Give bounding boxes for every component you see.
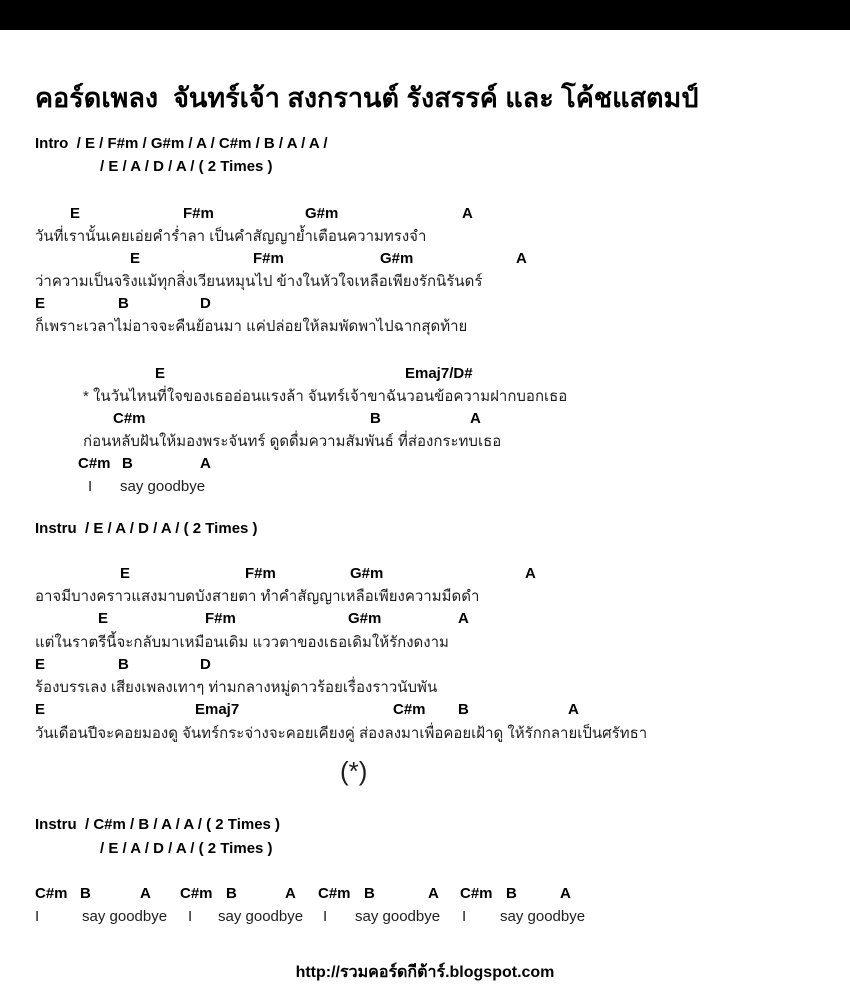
chord: E	[155, 365, 166, 382]
chord: B	[364, 885, 375, 902]
chord: D	[200, 656, 211, 673]
chord: A	[516, 250, 527, 267]
chord: E	[35, 701, 46, 718]
lyric-segment: I	[188, 908, 193, 925]
lyric-segment: I	[35, 908, 40, 925]
footer-url[interactable]: http://รวมคอร์ดกีต้าร์.blogspot.com	[295, 964, 555, 981]
chord: C#m	[35, 885, 68, 902]
lyric-line: ว่าความเป็นจริงแม้ทุกสิ่งเวียนหมุนไป ข้างในหัวใจเหลือเพียงรักนิรันดร์	[35, 273, 483, 290]
instru-label-line: Instru / E / A / D / A / ( 2 Times )	[35, 520, 258, 537]
chord: B	[122, 455, 133, 472]
lyric-line: * ในวันไหนที่ใจของเธออ่อนแรงล้า จันทร์เจ้าขาฉันวอนข้อความฝากบอกเธอ	[83, 388, 568, 405]
repeat-chorus-marker: (*)	[340, 756, 368, 786]
chord: G#m	[305, 205, 339, 222]
chord: E	[35, 656, 46, 673]
chord: D	[200, 295, 211, 312]
chord: A	[285, 885, 296, 902]
chord: B	[458, 701, 469, 718]
chord: A	[525, 565, 536, 582]
chord: F#m	[205, 610, 236, 627]
chord: C#m	[78, 455, 111, 472]
chord: E	[70, 205, 81, 222]
lyric-segment: say goodbye	[120, 478, 206, 495]
lyric-segment: I	[462, 908, 467, 925]
chord: A	[560, 885, 571, 902]
chord: A	[428, 885, 439, 902]
intro-label-line: Intro / E / F#m / G#m / A / C#m / B / A / A /	[35, 135, 328, 152]
lyric-segment: say goodbye	[218, 908, 304, 925]
chord: F#m	[253, 250, 284, 267]
chord: A	[470, 410, 481, 427]
chord: C#m	[318, 885, 351, 902]
chord: G#m	[348, 610, 382, 627]
chord: B	[506, 885, 517, 902]
chord: B	[118, 295, 129, 312]
lyric-line: ก่อนหลับฝันให้มองพระจันทร์ ดูดดื่มความสัมพันธ์ ที่ส่องกระทบเธอ	[83, 433, 502, 450]
chord: F#m	[183, 205, 214, 222]
lyric-line: อาจมีบางคราวแสงมาบดบังสายตา ทำคำสัญญาเหลือเพียงความมืดดำ	[35, 588, 480, 605]
chord: B	[118, 656, 129, 673]
chord: E	[35, 295, 46, 312]
chord: F#m	[245, 565, 276, 582]
lyric-segment: I	[88, 478, 93, 495]
chord: E	[130, 250, 141, 267]
chord: A	[462, 205, 473, 222]
page-title: คอร์ดเพลง จันทร์เจ้า สงกรานต์ รังสรรค์ และ โค้ชแสตมป์	[35, 83, 699, 113]
instru2-label-line: Instru / C#m / B / A / A / ( 2 Times )	[35, 816, 281, 833]
chord: G#m	[350, 565, 384, 582]
chord: G#m	[380, 250, 414, 267]
lyric-segment: say goodbye	[500, 908, 586, 925]
chord: C#m	[113, 410, 146, 427]
chord: E	[98, 610, 109, 627]
chord: B	[370, 410, 381, 427]
chord: Emaj7/D#	[405, 365, 473, 382]
lyric-line: ก็เพราะเวลาไม่อาจจะคืนย้อนมา แค่ปล่อยให้ลมพัดพาไปฉากสุดท้าย	[35, 318, 468, 335]
lyric-line: ร้องบรรเลง เสียงเพลงเทาๆ ท่ามกลางหมู่ดาวร้อยเรื่องราวนับพัน	[35, 679, 438, 696]
chord: A	[568, 701, 579, 718]
chord: B	[80, 885, 91, 902]
chord: A	[200, 455, 211, 472]
lyric-line: วันที่เรานั้นเคยเอ่ยคำร่ำลา เป็นคำสัญญาย้ำเตือนความทรงจำ	[35, 228, 427, 245]
chord: B	[226, 885, 237, 902]
top-black-bar	[0, 0, 850, 30]
lyric-line: แต่ในราตรีนี้จะกลับมาเหมือนเดิม แววตาของเธอเดิมให้รักงดงาม	[35, 634, 449, 651]
lyric-segment: I	[323, 908, 328, 925]
chord: C#m	[180, 885, 213, 902]
chord: A	[458, 610, 469, 627]
instru2-label-line2: / E / A / D / A / ( 2 Times )	[100, 840, 273, 857]
lyric-segment: say goodbye	[355, 908, 441, 925]
lyric-line: วันเดือนปีจะคอยมองดู จันทร์กระจ่างจะคอยเคียงคู่ ส่องลงมาเพื่อคอยเฝ้าดู ให้รักกลายเป็นศรัทธา	[35, 725, 648, 742]
chord: C#m	[460, 885, 493, 902]
chord: Emaj7	[195, 701, 240, 718]
intro-label-line2: / E / A / D / A / ( 2 Times )	[100, 158, 273, 175]
lyric-segment: say goodbye	[82, 908, 168, 925]
chord: E	[120, 565, 131, 582]
chord: A	[140, 885, 151, 902]
chord: C#m	[393, 701, 426, 718]
